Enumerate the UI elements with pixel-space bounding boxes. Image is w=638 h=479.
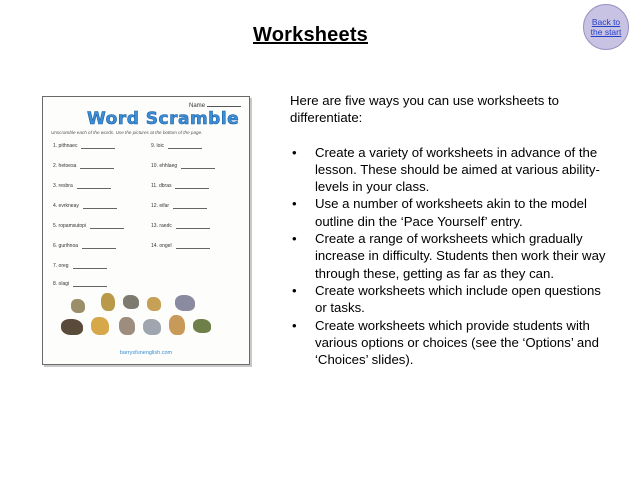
ways-list [290, 144, 610, 369]
worksheet-item: 12. eifar [151, 203, 207, 209]
worksheet-item: 10. ehhlaeg [151, 163, 215, 169]
back-to-start-button[interactable] [583, 4, 629, 50]
worksheet-instruction: Unscramble each of the words. Use the pictures at the bottom of the page. [51, 130, 203, 135]
worksheet-item: 6. gurihnoa [53, 243, 116, 249]
bullet-item: • Create a range of worksheets which gradually increase in difficulty. Students then work their way through these, getting as far as they can. [290, 230, 610, 282]
worksheet-item: 5. ropamsutopi [53, 223, 124, 229]
back-to-start-label: Back to the start [590, 17, 622, 37]
bullet-item: • Create worksheets which provide students with various options or choices (see the ‘Options’ and ‘Choices’ slides). [290, 317, 610, 369]
worksheet-item: 13. raedc [151, 223, 210, 229]
worksheet-name-field: Name [189, 103, 241, 109]
slide-content [290, 92, 610, 368]
worksheet-item: 11. dbras [151, 183, 209, 189]
worksheet-item: 14. ongel [151, 243, 210, 249]
slide-title: Worksheets [253, 24, 369, 46]
worksheet-item: 1. pithnaec [53, 143, 115, 149]
worksheet-item: 4. evrkneay [53, 203, 117, 209]
worksheet-item: 3. resbra [53, 183, 111, 189]
intro-text: Here are five ways you can use worksheets to differentiate: [290, 93, 560, 126]
worksheet-item: 2. hetoesa [53, 163, 114, 169]
worksheet-item: 9. loic [151, 143, 202, 149]
worksheet-footer: barrysfunenglish.com [119, 350, 173, 356]
worksheet-animal-pictures [61, 293, 231, 343]
bullet-item: • Create worksheets which include open questions or tasks. [290, 282, 610, 317]
worksheet-item: 8. olagi [53, 281, 107, 287]
worksheet-item: 7. oreg [53, 263, 107, 269]
bullet-item: • Create a variety of worksheets in advance of the lesson. These should be aimed at various ability-levels in your class. [290, 144, 610, 196]
worksheet-banner: Word Scramble [87, 109, 240, 129]
worksheet-thumbnail [42, 96, 250, 365]
bullet-item: • Use a number of worksheets akin to the model outline din the ‘Pace Yourself’ entry. [290, 195, 610, 230]
